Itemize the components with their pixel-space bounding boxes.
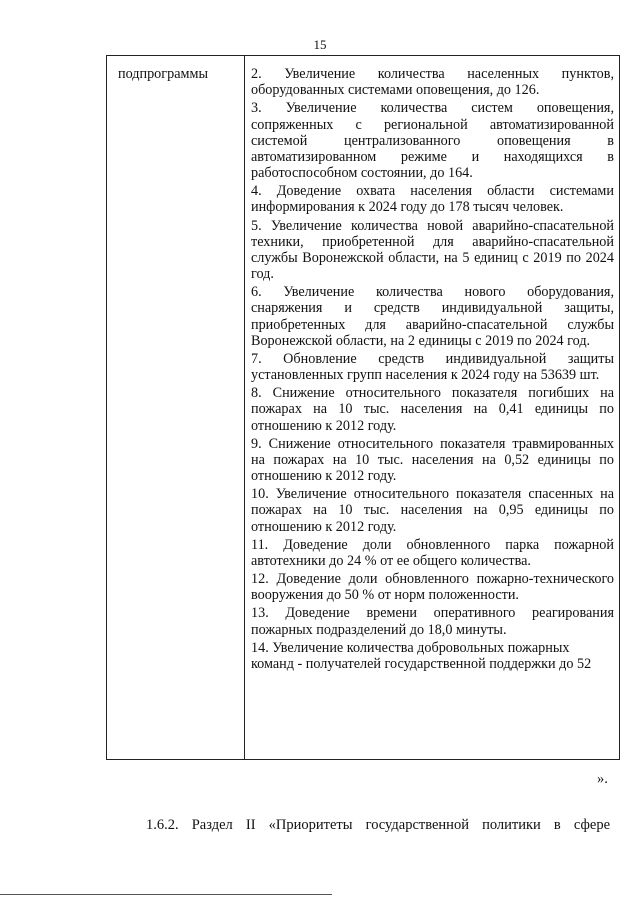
indicator-item: 5. Увеличение количества новой аварийно-спасательной техники, приобретенной для аварийно-спасательной службы Воронежской области, на 5 единиц с 2019 по 2024 год. — [251, 217, 614, 283]
indicator-item: 11. Доведение доли обновленного парка пожарной автотехники до 24 % от ее общего количества. — [251, 536, 614, 569]
indicator-item: 8. Снижение относительного показателя погибших на пожарах на 10 тыс. населения на 0,41 единицы по отношению к 2012 году. — [251, 385, 614, 434]
indicator-item: 6. Увеличение количества нового оборудования, снаряжения и средств индивидуальной защиты, приобретенных для аварийно-спасательной службы Воронежской области, на 2 единицы с 2019 по 2024 год. — [251, 284, 614, 349]
indicator-item: 2. Увеличение количества населенных пунктов, оборудованных системами оповещения, до 126. — [251, 66, 614, 99]
indicator-item: 4. Доведение охвата населения области системами информирования к 2024 году до 178 тысяч человек. — [251, 183, 614, 216]
table-right-cell — [245, 56, 620, 760]
page-number: 15 — [313, 37, 327, 52]
indicator-item: 13. Доведение времени оперативного реагирования пожарных подразделений до 18,0 минуты. — [251, 605, 614, 638]
footer-divider — [0, 894, 332, 895]
indicator-item: 3. Увеличение количества систем оповещения, сопряженных с региональной автоматизированной системой централизованного оповещения в автоматизированном режиме и находящихся в работоспособном состоянии, до 164. — [251, 100, 614, 182]
indicator-item: 7. Обновление средств индивидуальной защиты установленных групп населения к 2024 году на 53639 шт. — [251, 350, 614, 384]
indicator-item: 12. Доведение доли обновленного пожарно-технического вооружения до 50 % от норм положенности. — [251, 571, 614, 604]
row-label: подпрограммы — [118, 66, 208, 82]
indicator-item: 9. Снижение относительного показателя травмированных на пожарах на 10 тыс. населения на 0,52 единицы по отношению к 2012 году. — [251, 435, 614, 485]
table-row — [107, 56, 620, 760]
subprogram-indicators-table — [106, 55, 620, 760]
table-left-cell — [107, 56, 245, 760]
closing-quote: ». — [597, 771, 608, 787]
section-paragraph: 1.6.2. Раздел II «Приоритеты государственной политики в сфере — [146, 817, 610, 833]
indicator-item: 10. Увеличение относительного показателя спасенных на пожарах на 10 тыс. населения на 0,95 единицы по отношению к 2012 году. — [251, 486, 614, 535]
indicator-item: 14. Увеличение количества добровольных пожарных команд - получателей государственной поддержки до 52 — [251, 639, 592, 672]
